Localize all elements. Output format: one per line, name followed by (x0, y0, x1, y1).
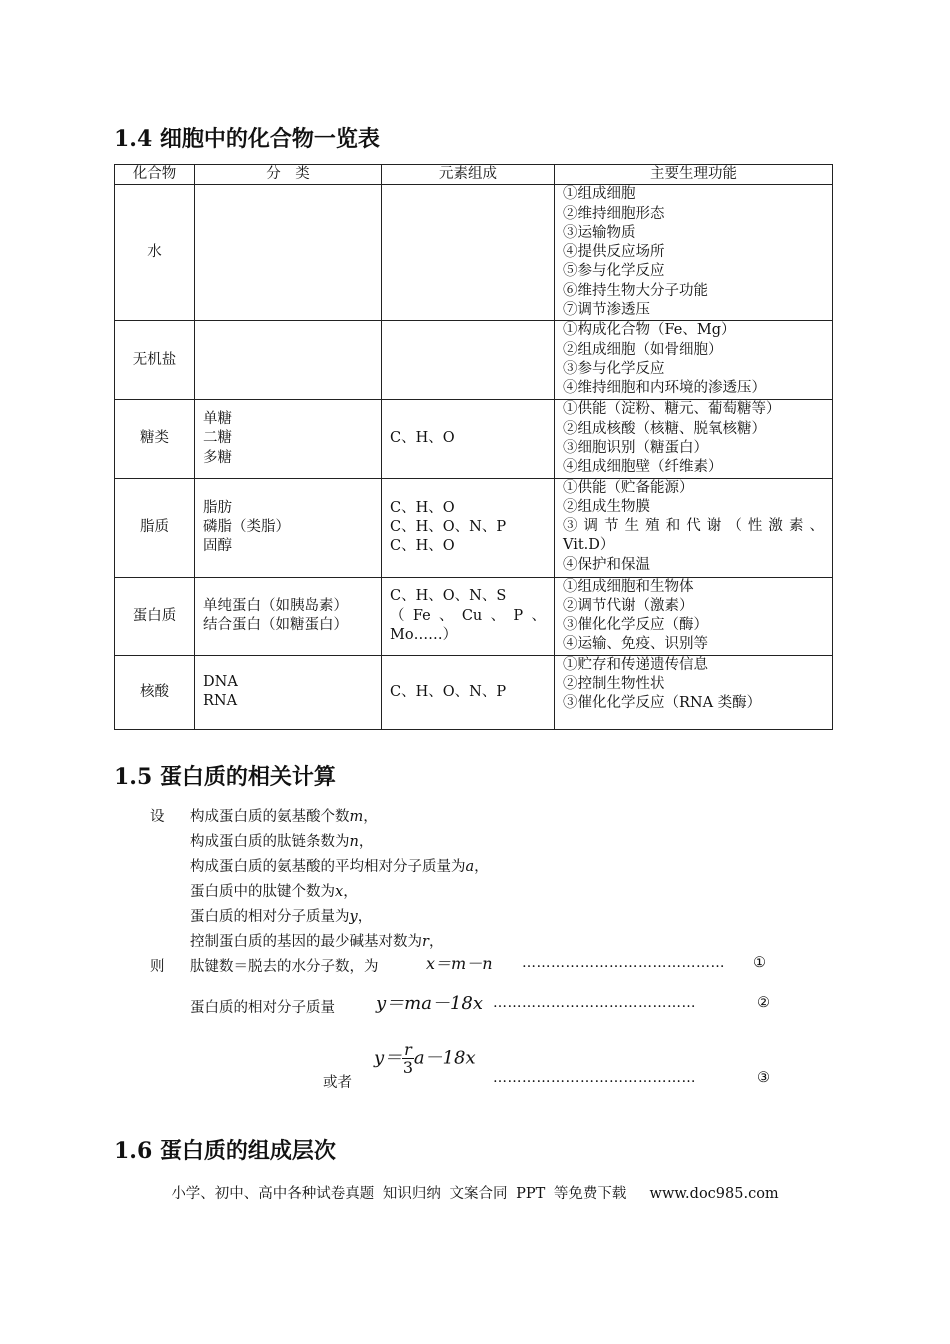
class-cell-line: 固醇 (203, 538, 232, 555)
eq3-label: 或者 (323, 1075, 352, 1091)
functions-cell (555, 577, 833, 655)
functions-cell-line: ②组成生物膜 (563, 498, 650, 515)
elements-cell-line: C、H、O (390, 430, 455, 447)
compound-cell: 蛋白质 (115, 577, 195, 655)
elements-cell-line: C、H、O、N、P (390, 683, 507, 700)
compound-cell: 核酸 (115, 655, 195, 729)
definition-text: 蛋白质的相对分子质量为 (190, 909, 350, 925)
table-row (115, 185, 833, 321)
definition-text: 蛋白质中的肽键个数为 (190, 884, 335, 900)
functions-cell-line: ③运输物质 (563, 224, 636, 241)
elements-cell-line: C、H、O (390, 499, 455, 516)
eq3-rhs: a－18x (413, 1047, 476, 1069)
functions-cell (555, 478, 833, 577)
functions-cell-line: ②控制生物性状 (563, 676, 665, 693)
elements-cell (382, 400, 555, 478)
eq1-formula: x＝m－n (426, 954, 493, 973)
functions-cell (555, 655, 833, 729)
eq3-fraction (402, 1041, 414, 1076)
functions-cell (555, 400, 833, 478)
eq3-mark: ③ (757, 1070, 770, 1086)
functions-cell-line: ⑦调节渗透压 (563, 302, 650, 319)
class-cell (195, 185, 382, 321)
elements-cell-line: C、H、O、N、S (390, 588, 507, 605)
class-cell-line: DNA (203, 673, 238, 690)
eq3-dots: …………………………………… (493, 1070, 696, 1086)
functions-cell-line: ⑤参与化学反应 (563, 263, 665, 280)
functions-cell (555, 321, 833, 400)
compound-cell: 无机盐 (115, 321, 195, 400)
functions-cell-line: ①组成细胞 (563, 186, 636, 203)
definition-tail: ， (358, 834, 374, 850)
functions-cell-line: ③调节生殖和代谢（性激素、 (563, 518, 824, 535)
elements-cell-line: C、H、O、N、P (390, 518, 507, 535)
elements-cell (382, 185, 555, 321)
functions-cell-line: ④运输、免疫、识别等 (563, 636, 708, 653)
functions-cell-line: ①供能（贮备能源） (563, 479, 694, 496)
functions-cell-line: ②组成细胞（如骨细胞） (563, 341, 723, 358)
definition-tail: ， (357, 909, 373, 925)
eq1-label: 肽键数＝脱去的水分子数，为 (190, 959, 379, 975)
definition-text: 构成蛋白质的肽链条数为 (190, 834, 350, 850)
definition-tail: ， (428, 934, 444, 950)
table-row (115, 321, 833, 400)
eq1-dots: …………………………………… (522, 955, 725, 971)
class-cell-line: 多糖 (203, 449, 232, 466)
definition-variable: y (349, 909, 358, 925)
header-compound: 化合物 (115, 165, 195, 185)
functions-cell-line: ④提供反应场所 (563, 244, 665, 261)
elements-cell-line: （Fe、Cu、P、 (390, 607, 546, 624)
definition-tail: ， (363, 809, 378, 825)
functions-cell-line: ③催化化学反应（酶） (563, 617, 708, 634)
functions-cell-line: ①贮存和传递遗传信息 (563, 656, 708, 673)
definition-tail: ， (343, 884, 358, 900)
definition-line (190, 880, 358, 901)
section-title-protein-calc: 1.5 蛋白质的相关计算 (114, 764, 336, 790)
functions-cell-line: ④维持细胞和内环境的渗透压） (563, 380, 766, 397)
functions-cell-line: ④保护和保温 (563, 556, 650, 573)
elements-cell-line: Mo……） (390, 626, 458, 643)
elements-cell (382, 655, 555, 729)
class-cell (195, 655, 382, 729)
eq3-denominator: 3 (402, 1058, 414, 1077)
class-cell (195, 577, 382, 655)
header-class: 分 类 (195, 165, 382, 185)
functions-cell-line: ③参与化学反应 (563, 360, 665, 377)
class-cell-line: 二糖 (203, 430, 232, 447)
section-title-compounds: 1.4 细胞中的化合物一览表 (114, 126, 380, 152)
class-cell-line: RNA (203, 693, 238, 710)
functions-cell-line: ①构成化合物（Fe、Mg） (563, 322, 736, 339)
class-cell (195, 478, 382, 577)
functions-cell-line: Vit.D） (563, 537, 615, 554)
elements-cell-line: C、H、O (390, 538, 455, 555)
eq2-formula: y＝ma－18x (376, 993, 484, 1014)
functions-cell (555, 185, 833, 321)
eq1-mark: ① (753, 955, 766, 971)
header-functions: 主要生理功能 (555, 165, 833, 185)
let-label: 设 (150, 809, 165, 825)
elements-cell (382, 321, 555, 400)
functions-cell-line: ⑥维持生物大分子功能 (563, 282, 708, 299)
table-row (115, 655, 833, 729)
definition-text: 控制蛋白质的基因的最少碱基对数为 (190, 934, 422, 950)
definition-text: 构成蛋白质的氨基酸的平均相对分子质量为 (190, 859, 466, 875)
definition-line (190, 905, 372, 926)
compound-cell: 水 (115, 185, 195, 321)
eq2-dots: …………………………………… (493, 995, 696, 1011)
class-cell-line: 磷脂（类脂） (203, 518, 290, 535)
functions-cell-line: ②维持细胞形态 (563, 205, 665, 222)
class-cell (195, 400, 382, 478)
table-row (115, 478, 833, 577)
eq3-numerator: r (404, 1040, 412, 1059)
elements-cell (382, 478, 555, 577)
functions-cell-line: ④组成细胞壁（纤维素） (563, 459, 723, 476)
definition-line (190, 805, 378, 826)
class-cell-line: 单糖 (203, 411, 232, 428)
eq3-lhs: y＝ (374, 1047, 403, 1069)
definition-text: 构成蛋白质的氨基酸个数 (190, 809, 350, 825)
header-elements: 元素组成 (382, 165, 555, 185)
functions-cell-line: ②组成核酸（核糖、脱氧核糖） (563, 420, 766, 437)
definition-variable: a (465, 859, 475, 875)
then-label: 则 (150, 959, 165, 975)
eq3-formula (374, 1041, 476, 1076)
functions-cell-line: ①组成细胞和生物体 (563, 578, 694, 595)
functions-cell-line: ①供能（淀粉、糖元、葡萄糖等） (563, 401, 781, 418)
class-cell (195, 321, 382, 400)
definition-variable: m (349, 809, 364, 825)
class-cell-line: 脂肪 (203, 499, 232, 516)
definition-line (190, 855, 489, 876)
definition-line (190, 830, 373, 851)
definition-variable: x (335, 884, 344, 900)
footer-text: 小学、初中、高中各种试卷真题 知识归纳 文案合同 PPT 等免费下载 www.doc985.com (171, 1186, 779, 1202)
table-row (115, 400, 833, 478)
elements-cell (382, 577, 555, 655)
eq2-mark: ② (757, 995, 770, 1011)
compound-cell: 脂质 (115, 478, 195, 577)
compound-table (114, 164, 833, 730)
class-cell-line: 单纯蛋白（如胰岛素） (203, 597, 348, 614)
class-cell-line: 结合蛋白（如糖蛋白） (203, 617, 348, 634)
compound-cell: 糖类 (115, 400, 195, 478)
definition-variable: r (422, 934, 429, 950)
functions-cell-line: ②调节代谢（激素） (563, 597, 694, 614)
table-header-row (115, 165, 833, 185)
definition-line (190, 930, 443, 951)
functions-cell-line: ③细胞识别（糖蛋白） (563, 439, 708, 456)
eq2-label: 蛋白质的相对分子质量 (190, 1000, 335, 1016)
definition-tail: ， (474, 859, 489, 875)
definition-variable: n (349, 834, 359, 850)
table-row (115, 577, 833, 655)
functions-cell-line: ③催化化学反应（RNA 类酶） (563, 695, 762, 712)
section-title-protein-levels: 1.6 蛋白质的组成层次 (114, 1138, 336, 1164)
